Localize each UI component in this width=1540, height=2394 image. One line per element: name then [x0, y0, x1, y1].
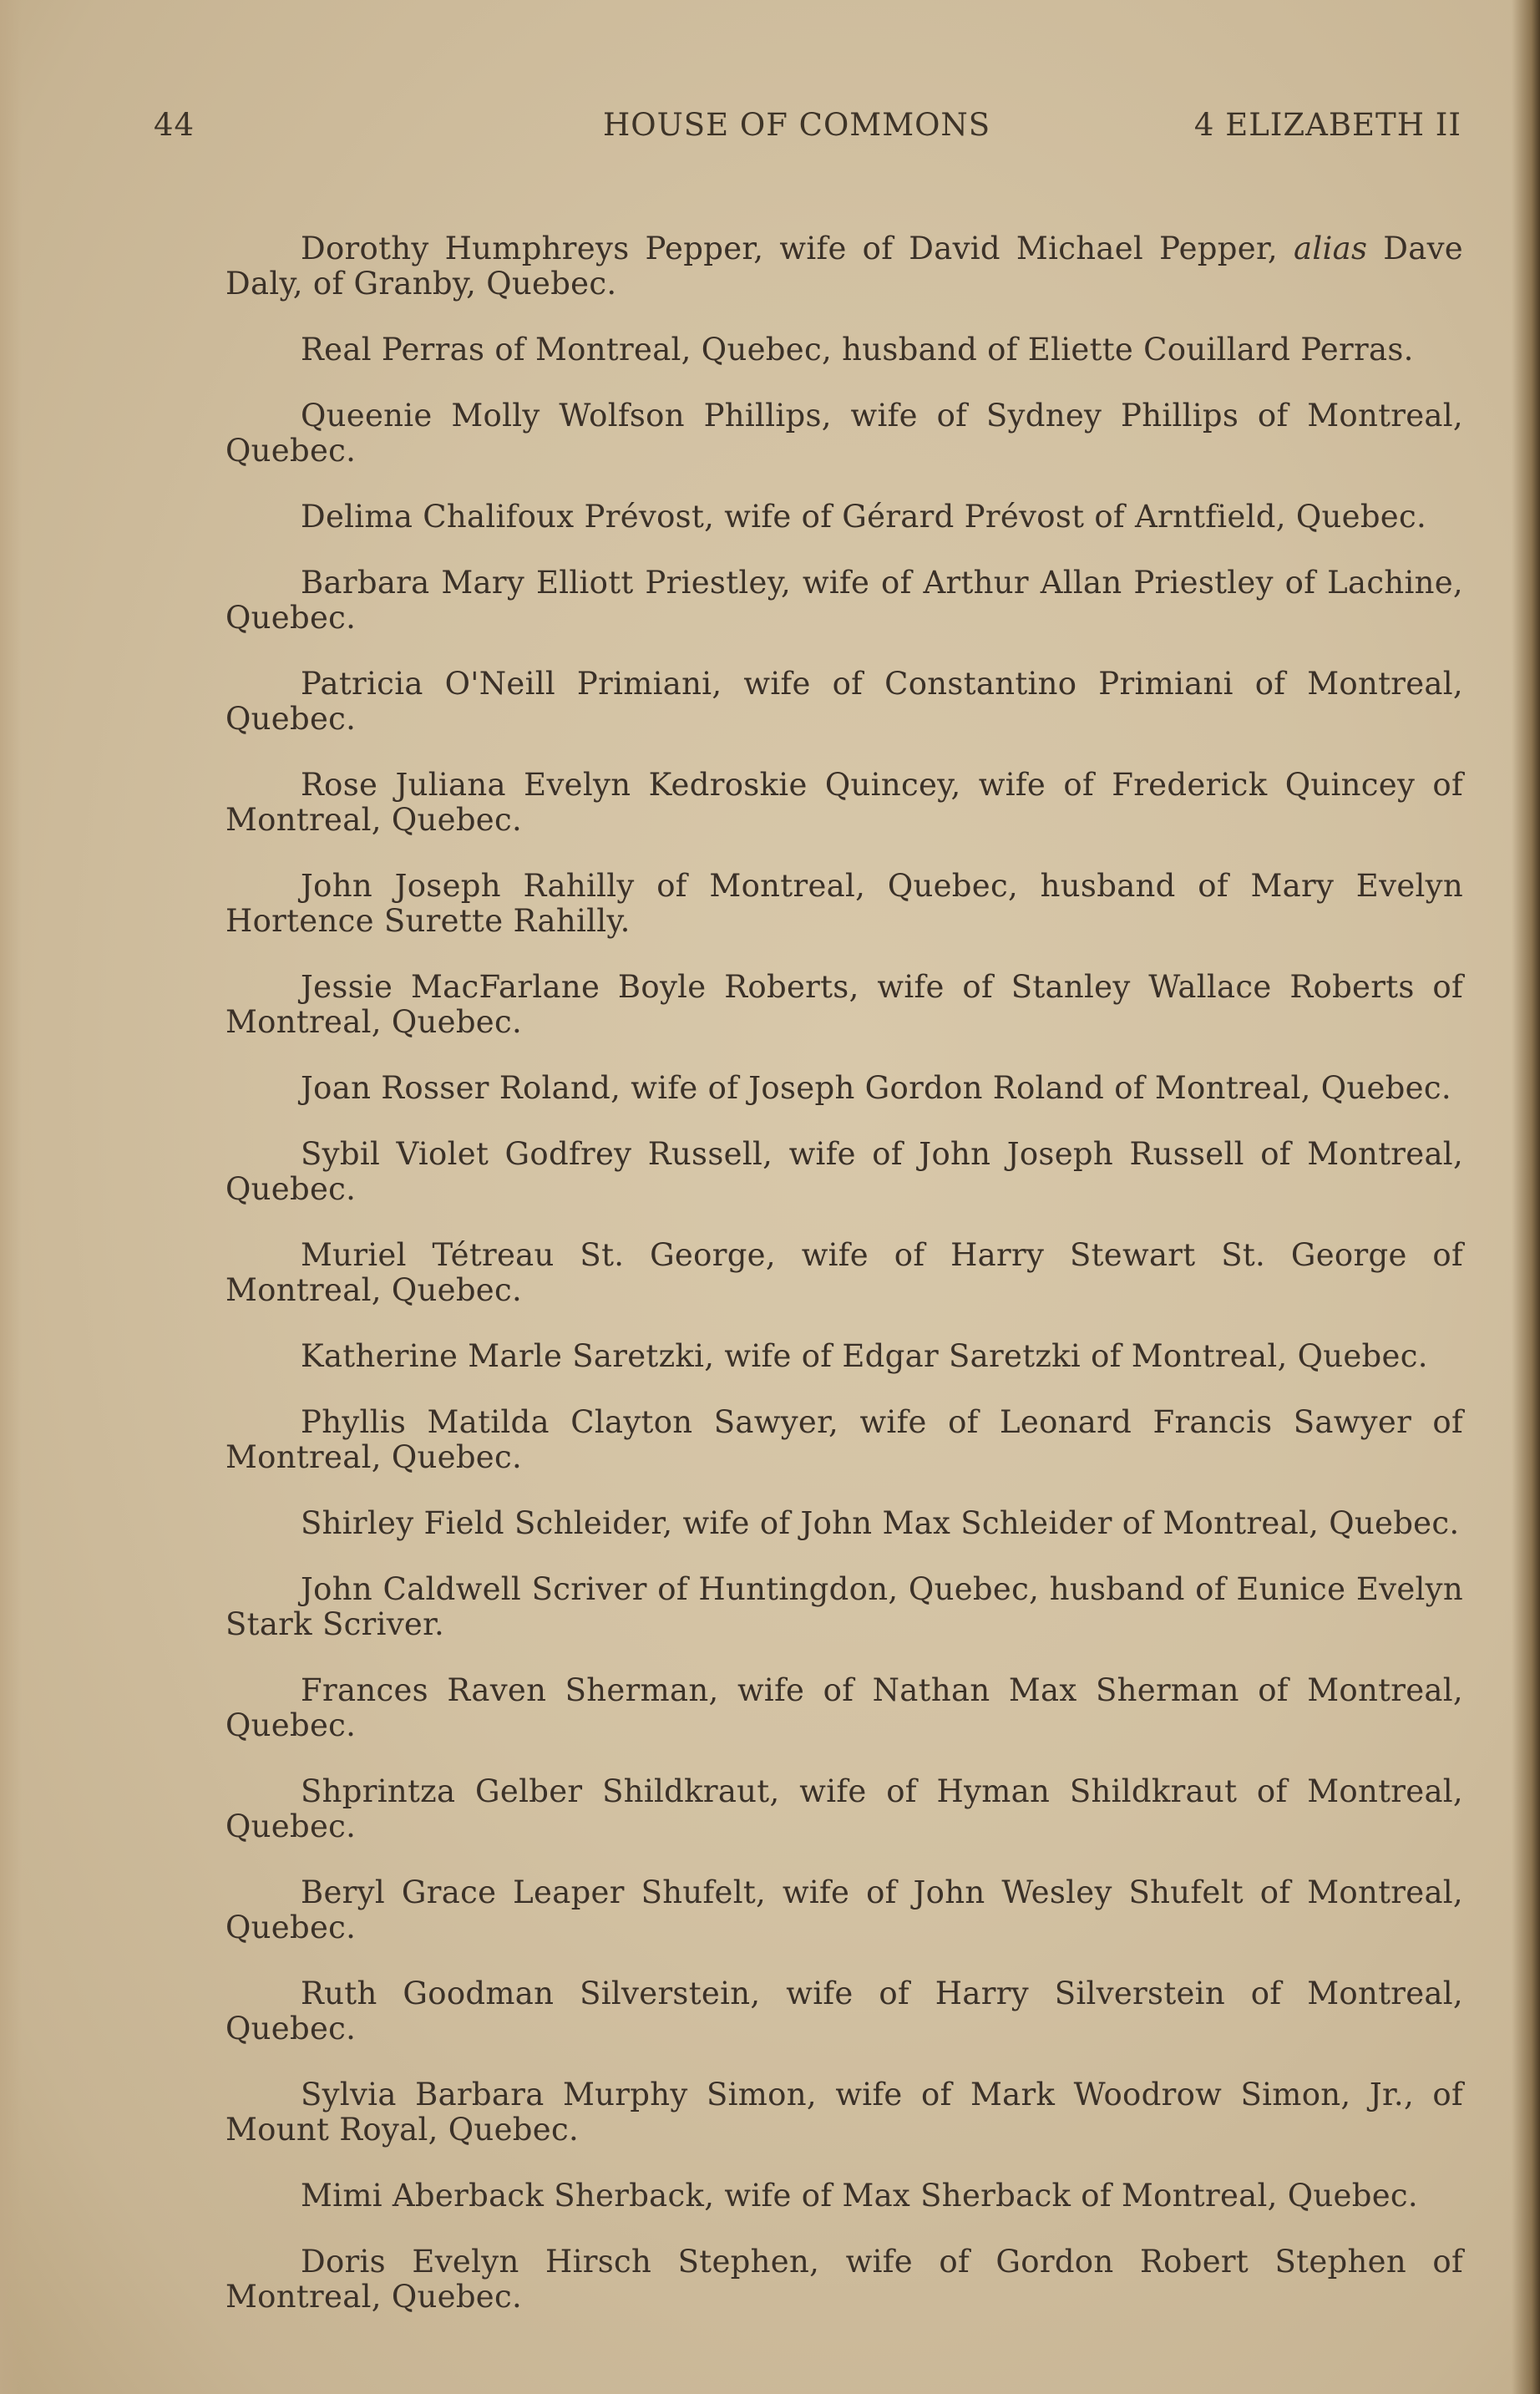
list-item: Jessie MacFarlane Boyle Roberts, wife of Stanley Wallace Roberts of Montreal, Quebec.: [225, 969, 1463, 1040]
running-header: [154, 107, 1461, 149]
list-item: Frances Raven Sherman, wife of Nathan Max Sherman of Montreal, Quebec.: [225, 1672, 1463, 1743]
page-binding-edge: [1512, 0, 1540, 2394]
list-item: Real Perras of Montreal, Quebec, husband of Eliette Couillard Perras.: [301, 332, 1414, 368]
list-item: Patricia O'Neill Primiani, wife of Constantino Primiani of Montreal, Quebec.: [225, 666, 1463, 737]
header-regnal-year: 4 ELIZABETH II: [1193, 107, 1461, 143]
entry-list: [225, 200, 1463, 2340]
list-item: Sylvia Barbara Murphy Simon, wife of Mark Woodrow Simon, Jr., of Mount Royal, Quebec.: [225, 2077, 1463, 2148]
list-item: Ruth Goodman Silverstein, wife of Harry Silverstein of Montreal, Quebec.: [225, 1976, 1463, 2047]
list-item: Phyllis Matilda Clayton Sawyer, wife of Leonard Francis Sawyer of Montreal, Quebec.: [225, 1404, 1463, 1475]
list-item: Sybil Violet Godfrey Russell, wife of John Joseph Russell of Montreal, Quebec.: [225, 1136, 1463, 1207]
list-item: Doris Evelyn Hirsch Stephen, wife of Gordon Robert Stephen of Montreal, Quebec.: [225, 2244, 1463, 2315]
list-item: Delima Chalifoux Prévost, wife of Gérard Prévost of Arntfield, Quebec.: [301, 499, 1427, 535]
list-item: John Joseph Rahilly of Montreal, Quebec, husband of Mary Evelyn Hortence Surette Rahilly.: [225, 868, 1463, 939]
list-item: Joan Rosser Roland, wife of Joseph Gordon Roland of Montreal, Quebec.: [301, 1070, 1451, 1106]
page-left-edge: [0, 0, 22, 2394]
list-item: Muriel Tétreau St. George, wife of Harry Stewart St. George of Montreal, Quebec.: [225, 1237, 1463, 1308]
list-item: Dorothy Humphreys Pepper, wife of David Michael Pepper, alias Dave Daly, of Granby, Quebec.: [225, 231, 1463, 302]
list-item: Mimi Aberback Sherback, wife of Max Sherback of Montreal, Quebec.: [301, 2178, 1418, 2214]
list-item: Shirley Field Schleider, wife of John Max Schleider of Montreal, Quebec.: [301, 1505, 1460, 1541]
list-item: Beryl Grace Leaper Shufelt, wife of John Wesley Shufelt of Montreal, Quebec.: [225, 1874, 1463, 1945]
list-item: John Caldwell Scriver of Huntingdon, Quebec, husband of Eunice Evelyn Stark Scriver.: [225, 1571, 1463, 1642]
page-number: 44: [154, 107, 195, 143]
header-title: HOUSE OF COMMONS: [603, 107, 991, 143]
list-item: Shprintza Gelber Shildkraut, wife of Hyman Shildkraut of Montreal, Quebec.: [225, 1773, 1463, 1844]
list-item: Queenie Molly Wolfson Phillips, wife of Sydney Phillips of Montreal, Quebec.: [225, 398, 1463, 469]
list-item: Katherine Marle Saretzki, wife of Edgar Saretzki of Montreal, Quebec.: [301, 1338, 1428, 1374]
italic-alias: alias: [1293, 231, 1368, 266]
list-item: Barbara Mary Elliott Priestley, wife of Arthur Allan Priestley of Lachine, Quebec.: [225, 565, 1463, 636]
list-item: Rose Juliana Evelyn Kedroskie Quincey, wife of Frederick Quincey of Montreal, Quebec.: [225, 767, 1463, 838]
